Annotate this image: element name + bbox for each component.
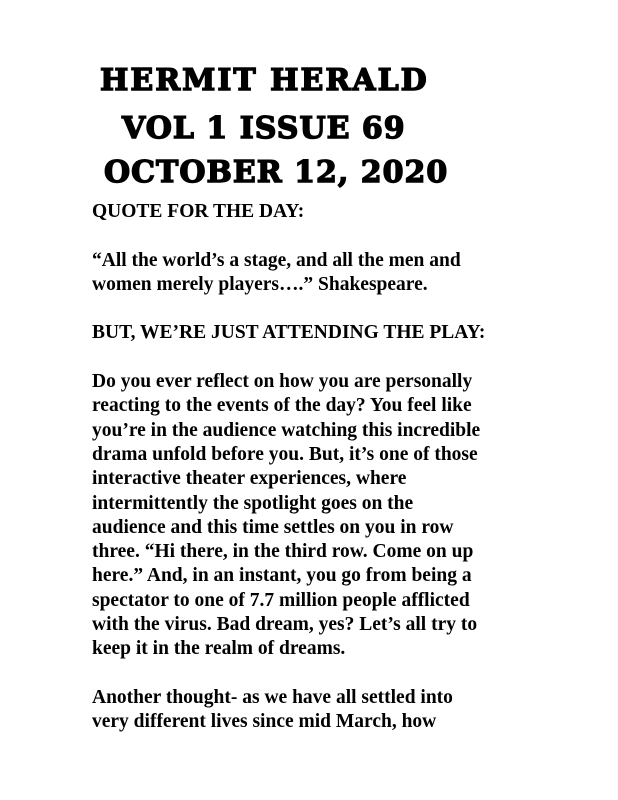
quote-heading: QUOTE FOR THE DAY: bbox=[92, 201, 305, 222]
paragraph-line: audience and this time settles on you in row bbox=[92, 516, 454, 538]
paragraph-line: spectator to one of 7.7 million people afflicted bbox=[92, 589, 470, 611]
paragraph-line: with the virus. Bad dream, yes? Let’s all try to bbox=[92, 614, 478, 636]
quote-line: “All the world’s a stage, and all the men and bbox=[92, 249, 461, 271]
paragraph-line: three. “Hi there, in the third row. Come on up bbox=[92, 541, 474, 563]
paragraph-line: here.” And, in an instant, you go from being a bbox=[92, 565, 472, 587]
newsletter-title: HERMIT HERALD bbox=[100, 63, 429, 98]
paragraph-line: keep it in the realm of dreams. bbox=[92, 638, 346, 660]
quote-line: women merely players….” Shakespeare. bbox=[92, 273, 428, 295]
paragraph-line: reacting to the events of the day? You feel like bbox=[92, 395, 472, 417]
paragraph-line: Do you ever reflect on how you are personally bbox=[92, 371, 473, 393]
paragraph-1 bbox=[92, 370, 592, 662]
quote-text bbox=[92, 249, 592, 298]
volume-issue: VOL 1 ISSUE 69 bbox=[122, 111, 406, 146]
paragraph-line: interactive theater experiences, where bbox=[92, 468, 407, 490]
article-body bbox=[92, 200, 592, 759]
paragraph-line: you’re in the audience watching this incredible bbox=[92, 419, 481, 441]
paragraph-line: drama unfold before you. But, it’s one of those bbox=[92, 443, 478, 465]
paragraph-line: Another thought- as we have all settled into bbox=[92, 686, 453, 708]
paragraph-2 bbox=[92, 686, 592, 735]
paragraph-line: very different lives since mid March, how bbox=[92, 711, 437, 733]
paragraph-line: intermittently the spotlight goes on the bbox=[92, 492, 414, 514]
issue-date: OCTOBER 12, 2020 bbox=[104, 155, 449, 190]
section-heading: BUT, WE’RE JUST ATTENDING THE PLAY: bbox=[92, 322, 486, 344]
